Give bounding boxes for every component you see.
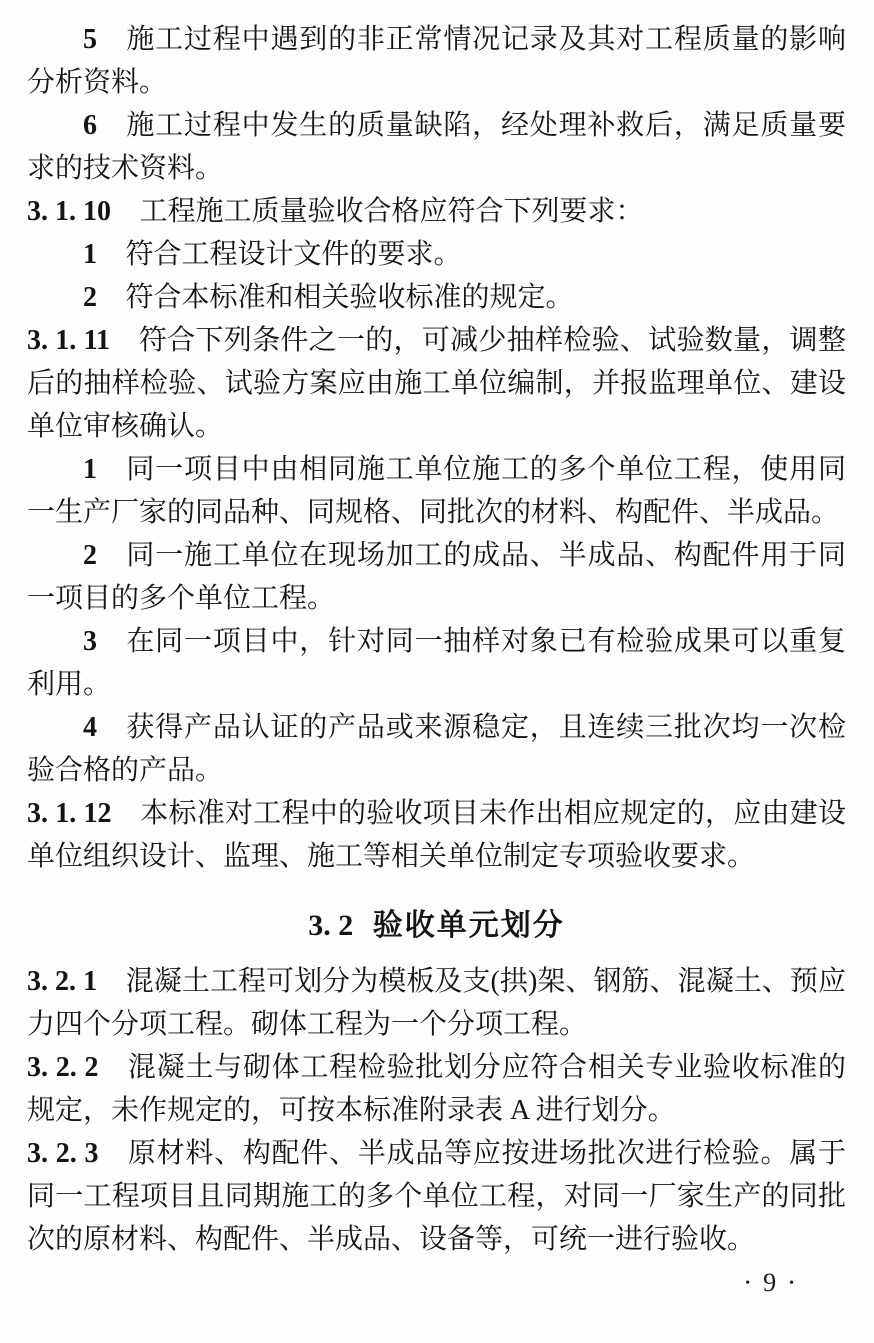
clause-number: 3. 2. 2 xyxy=(27,1052,99,1083)
item-text: 同一施工单位在现场加工的成品、半成品、构配件用于同一项目的多个单位工程。 xyxy=(27,540,846,614)
section-heading xyxy=(27,904,846,948)
item-number: 1 xyxy=(83,239,97,270)
list-item-1 xyxy=(27,448,846,534)
section-title: 验收单元划分 xyxy=(372,909,565,942)
clause-number: 3. 1. 10 xyxy=(27,196,111,227)
clause-3-1-10 xyxy=(27,190,846,233)
item-number: 2 xyxy=(83,540,97,571)
list-item-4 xyxy=(27,706,846,792)
item-number: 6 xyxy=(83,110,97,141)
list-item-5 xyxy=(27,18,846,104)
clause-text: 本标准对工程中的验收项目未作出相应规定的，应由建设单位组织设计、监理、施工等相关单位制定专项验收要求。 xyxy=(27,798,846,872)
page-number: 9 xyxy=(763,1268,777,1297)
page-number-dot-left: • xyxy=(745,1276,751,1291)
list-item-2 xyxy=(27,276,846,319)
list-item-3 xyxy=(27,620,846,706)
clause-number: 3. 2. 1 xyxy=(27,966,98,997)
page-number-footer xyxy=(27,1267,846,1300)
clause-number: 3. 1. 12 xyxy=(27,798,112,829)
clause-number: 3. 1. 11 xyxy=(27,325,111,356)
item-text: 同一项目中由相同施工单位施工的多个单位工程，使用同一生产厂家的同品种、同规格、同批次的材料、构配件、半成品。 xyxy=(27,454,846,528)
item-text: 施工过程中发生的质量缺陷，经处理补救后，满足质量要求的技术资料。 xyxy=(27,110,846,184)
item-text: 符合本标准和相关验收标准的规定。 xyxy=(125,282,574,313)
clause-text: 混凝土与砌体工程检验批划分应符合相关专业验收标准的规定，未作规定的，可按本标准附录表 A 进行划分。 xyxy=(27,1052,846,1126)
item-text: 获得产品认证的产品或来源稳定，且连续三批次均一次检验合格的产品。 xyxy=(27,712,846,786)
item-text: 符合工程设计文件的要求。 xyxy=(125,239,462,270)
item-number: 2 xyxy=(83,282,97,313)
clause-text: 符合下列条件之一的，可减少抽样检验、试验数量，调整后的抽样检验、试验方案应由施工单位编制，并报监理单位、建设单位审核确认。 xyxy=(27,325,846,442)
clause-3-2-3 xyxy=(27,1132,846,1261)
item-number: 4 xyxy=(83,712,97,743)
clause-3-1-11 xyxy=(27,319,846,448)
clause-3-2-2 xyxy=(27,1046,846,1132)
list-item-6 xyxy=(27,104,846,190)
clause-text: 原材料、构配件、半成品等应按进场批次进行检验。属于同一工程项目且同期施工的多个单位工程，对同一厂家生产的同批次的原材料、构配件、半成品、设备等，可统一进行验收。 xyxy=(27,1138,846,1255)
clause-3-2-1 xyxy=(27,960,846,1046)
clause-text: 混凝土工程可划分为模板及支(拱)架、钢筋、混凝土、预应力四个分项工程。砌体工程为一个分项工程。 xyxy=(27,966,846,1040)
item-text: 在同一项目中，针对同一抽样对象已有检验成果可以重复利用。 xyxy=(27,626,846,700)
list-item-2 xyxy=(27,534,846,620)
item-text: 施工过程中遇到的非正常情况记录及其对工程质量的影响分析资料。 xyxy=(27,24,846,98)
clause-number: 3. 2. 3 xyxy=(27,1138,99,1169)
item-number: 5 xyxy=(83,24,97,55)
item-number: 3 xyxy=(83,626,97,657)
list-item-1 xyxy=(27,233,846,276)
clause-3-1-12 xyxy=(27,792,846,878)
item-number: 1 xyxy=(83,454,97,485)
clause-text: 工程施工质量验收合格应符合下列要求： xyxy=(139,196,644,227)
page-number-dot-right: • xyxy=(789,1276,794,1291)
section-number: 3. 2 xyxy=(308,909,354,942)
